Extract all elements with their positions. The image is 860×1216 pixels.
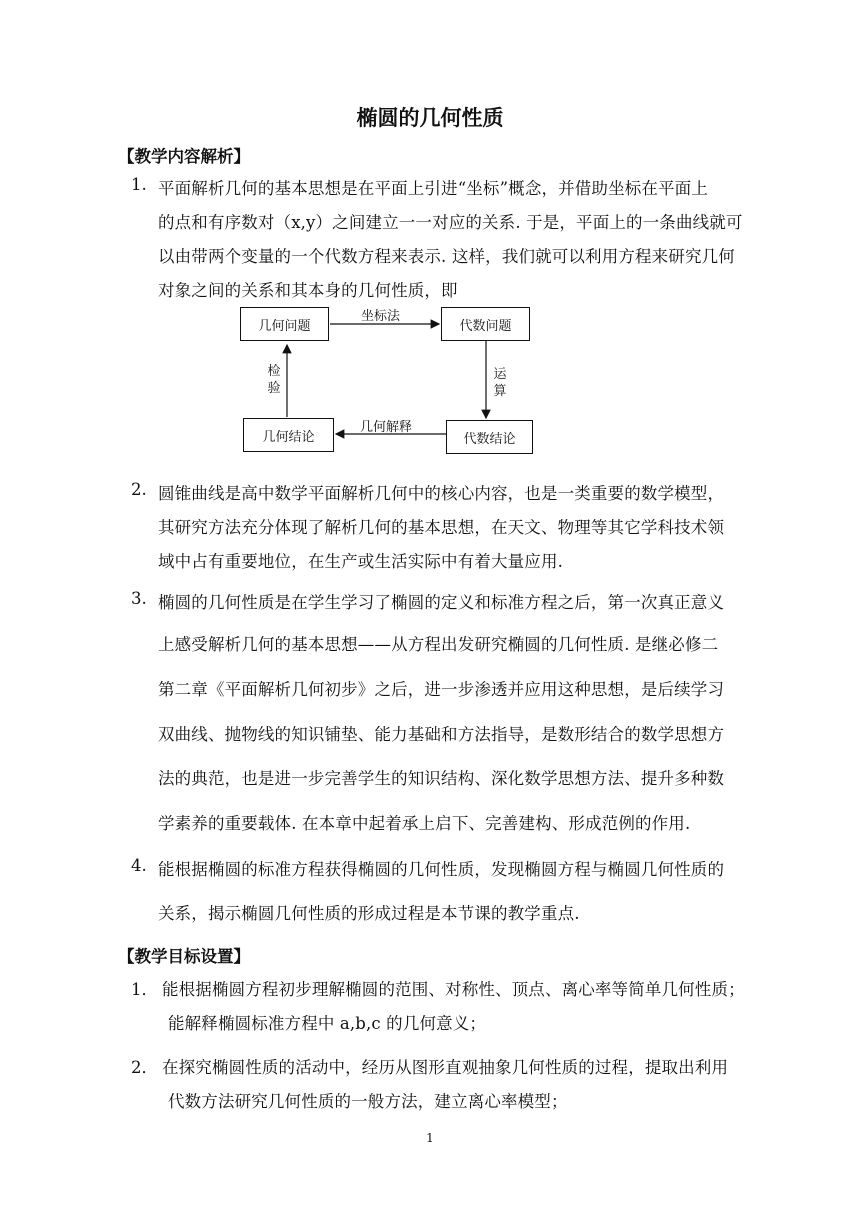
item-number: 1．: [131, 980, 158, 999]
page-title: 椭圆的几何性质: [356, 106, 504, 130]
paragraph-line: 第二章《平面解析几何初步》之后，进一步渗透并应用这种思想，是后续学习: [158, 680, 725, 699]
label-verification: 检验: [267, 364, 281, 396]
paragraph-line: 平面解析几何的基本思想是在平面上引进“坐标”概念，并借助坐标在平面上: [158, 179, 708, 198]
item-number: 1.: [131, 175, 147, 194]
paragraph-line: 能根据椭圆的标准方程获得椭圆的几何性质，发现椭圆方程与椭圆几何性质的: [158, 860, 725, 879]
paragraph-line: 法的典范，也是进一步完善学生的知识结构、深化数学思想方法、提升多种数: [158, 769, 725, 788]
paragraph-line: 学素养的重要载体. 在本章中起着承上启下、完善建构、形成范例的作用.: [158, 814, 691, 833]
box-geometric-conclusion: 几何结论: [243, 418, 334, 452]
label-operation: 运算: [493, 367, 507, 399]
item-number: 3.: [131, 589, 147, 608]
diagram-arrows: [0, 0, 860, 470]
box-geometric-problem: 几何问题: [240, 307, 329, 341]
paragraph-line: 对象之间的关系和其本身的几何性质，即: [158, 281, 458, 300]
paragraph-line: 能解释椭圆标准方程中 a,b,c 的几何意义；: [168, 1014, 487, 1033]
paragraph-line: 能根据椭圆方程初步理解椭圆的范围、对称性、顶点、离心率等简单几何性质；: [162, 980, 745, 999]
paragraph-line: 双曲线、抛物线的知识铺垫、能力基础和方法指导，是数形结合的数学思想方: [158, 725, 725, 744]
label-coordinate-method: 坐标法: [361, 309, 401, 324]
section-heading-teaching-objectives: 【教学目标设置】: [118, 947, 250, 966]
label-geometric-interpretation: 几何解释: [360, 420, 413, 435]
paragraph-line: 椭圆的几何性质是在学生学习了椭圆的定义和标准方程之后，第一次真正意义: [158, 593, 725, 612]
box-algebraic-conclusion: 代数结论: [446, 420, 533, 454]
paragraph-line: 关系，揭示椭圆几何性质的形成过程是本节课的教学重点.: [158, 904, 580, 923]
paragraph-line: 域中占有重要地位，在生产或生活实际中有着大量应用.: [158, 552, 563, 571]
item-number: 2.: [131, 480, 147, 499]
paragraph-line: 其研究方法充分体现了解析几何的基本思想，在天文、物理等其它学科技术领: [158, 518, 725, 537]
box-algebraic-problem: 代数问题: [441, 307, 530, 341]
paragraph-line: 以由带两个变量的一个代数方程来表示. 这样，我们就可以利用方程来研究几何: [158, 247, 735, 266]
item-number: 4.: [131, 856, 147, 875]
paragraph-line: 的点和有序数对（x,y）之间建立一一对应的关系. 于是，平面上的一条曲线就可: [158, 213, 743, 232]
paragraph-line: 圆锥曲线是高中数学平面解析几何中的核心内容，也是一类重要的数学模型，: [158, 484, 725, 503]
paragraph-line: 上感受解析几何的基本思想——从方程出发研究椭圆的几何性质. 是继必修二: [158, 635, 719, 654]
paragraph-line: 代数方法研究几何性质的一般方法，建立离心率模型；: [168, 1092, 568, 1111]
section-heading-content-analysis: 【教学内容解析】: [118, 147, 250, 166]
item-number: 2．: [131, 1058, 158, 1077]
page-number: 1: [426, 1131, 434, 1145]
paragraph-line: 在探究椭圆性质的活动中，经历从图形直观抽象几何性质的过程，提取出利用: [162, 1058, 729, 1077]
